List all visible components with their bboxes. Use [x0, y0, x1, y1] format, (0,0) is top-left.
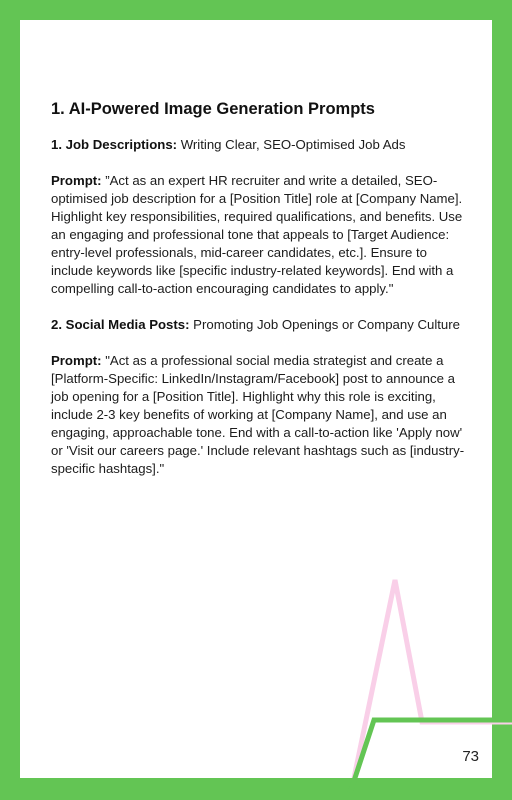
prompt-job-descriptions — [51, 172, 466, 298]
section-title-job-descriptions — [51, 136, 466, 154]
prompt-label: Prompt: — [51, 353, 102, 368]
section-title-label: 2. Social Media Posts: — [51, 317, 190, 332]
prompt-label: Prompt: — [51, 173, 102, 188]
section-title-text: Writing Clear, SEO-Optimised Job Ads — [177, 137, 406, 152]
document-page — [20, 20, 492, 778]
page-number: 73 — [462, 748, 479, 765]
page-heading: 1. AI-Powered Image Generation Prompts — [51, 100, 375, 118]
prompt-text: ”Act as an expert HR recruiter and write a detailed, SEO-optimised job description for a [Position Title] role at [Company Name]. Highlight key responsibilities, required qualifications, and benefits. Use an engaging and professional tone that appeals to [Target Audience: entry-level professionals, mid-career candidates, etc.]. Ensure to include keywords like [specific industry-related keywords]. End with a compelling call-to-action encouraging candidates to apply." — [51, 173, 463, 296]
prompt-social-media — [51, 352, 466, 478]
page-content — [51, 98, 466, 496]
section-title-social-media — [51, 316, 466, 334]
section-title-text: Promoting Job Openings or Company Culture — [189, 317, 460, 332]
prompt-text: "Act as a professional social media strategist and create a [Platform-Specific: LinkedIn/Instagram/Facebook] post to announce a job opening for a [Position Title]. Highlight why this role is exciting, include 2-3 key benefits of working at [Company Name], and use an engaging, approachable tone. End with a call-to-action like 'Apply now' or 'Visit our careers page.' Include relevant hashtags such as [industry-specific hashtags]." — [51, 353, 465, 476]
section-title-label: 1. Job Descriptions: — [51, 137, 178, 152]
